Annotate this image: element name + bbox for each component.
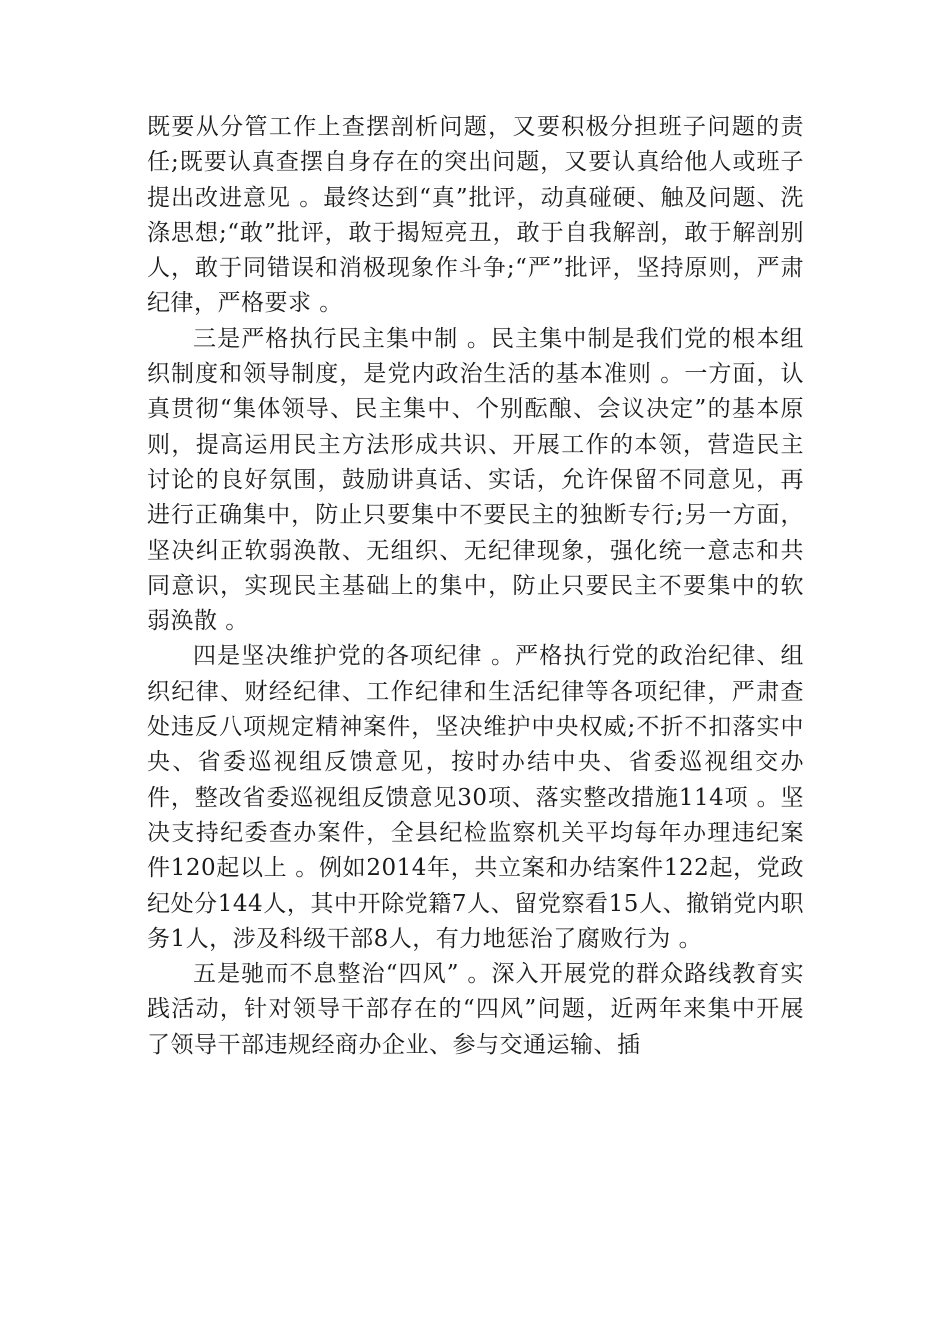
document-body <box>147 110 804 1063</box>
paragraph-democratic-centralism: 三是严格执行民主集中制 。民主集中制是我们党的根本组织制度和领导制度，是党内政治生活的基本准则 。一方面，认真贯彻“集体领导、民主集中、个别酝酿、会议决定”的基本原则，提高运用民主方法形成共识、开展工作的本领，营造民主讨论的良好氛围，鼓励讲真话、实话，允许保留不同意见，再进行正确集中，防止只要集中不要民主的独断专行;另一方面，坚决纠正软弱涣散、无组织、无纪律现象，强化统一意志和共同意识，实现民主基础上的集中，防止只要民主不要集中的软弱涣散 。 <box>147 325 804 635</box>
paragraph-four-winds: 五是驰而不息整治“四风” 。深入开展党的群众路线教育实践活动，针对领导干部存在的“四风”问题，近两年来集中开展了领导干部违规经商办企业、参与交通运输、插 <box>147 961 804 1058</box>
paragraph-criticism: 既要从分管工作上查摆剖析问题，又要积极分担班子问题的责任;既要认真查摆自身存在的突出问题，又要认真给他人或班子提出改进意见 。最终达到“真”批评，动真碰硬、触及问题、洗涤思想;“敢”批评，敢于揭短亮丑，敢于自我解剖，敢于解剖别人，敢于同错误和消极现象作斗争;“严”批评，坚持原则，严肃纪律，严格要求 。 <box>147 114 804 317</box>
paragraph-party-discipline: 四是坚决维护党的各项纪律 。严格执行党的政治纪律、组织纪律、财经纪律、工作纪律和生活纪律等各项纪律，严肃查处违反八项规定精神案件，坚决维护中央权威;不折不扣落实中央、省委巡视组反馈意见，按时办结中央、省委巡视组交办件，整改省委巡视组反馈意见30项、落实整改措施114项 。坚决支持纪委查办案件，全县纪检监察机关平均每年办理违纪案件120起以上 。例如2014年，共立案和办结案件122起，党政纪处分144人，其中开除党籍7人、留党察看15人、撤销党内职务1人，涉及科级干部8人，有力地惩治了腐败行为 。 <box>147 643 804 952</box>
